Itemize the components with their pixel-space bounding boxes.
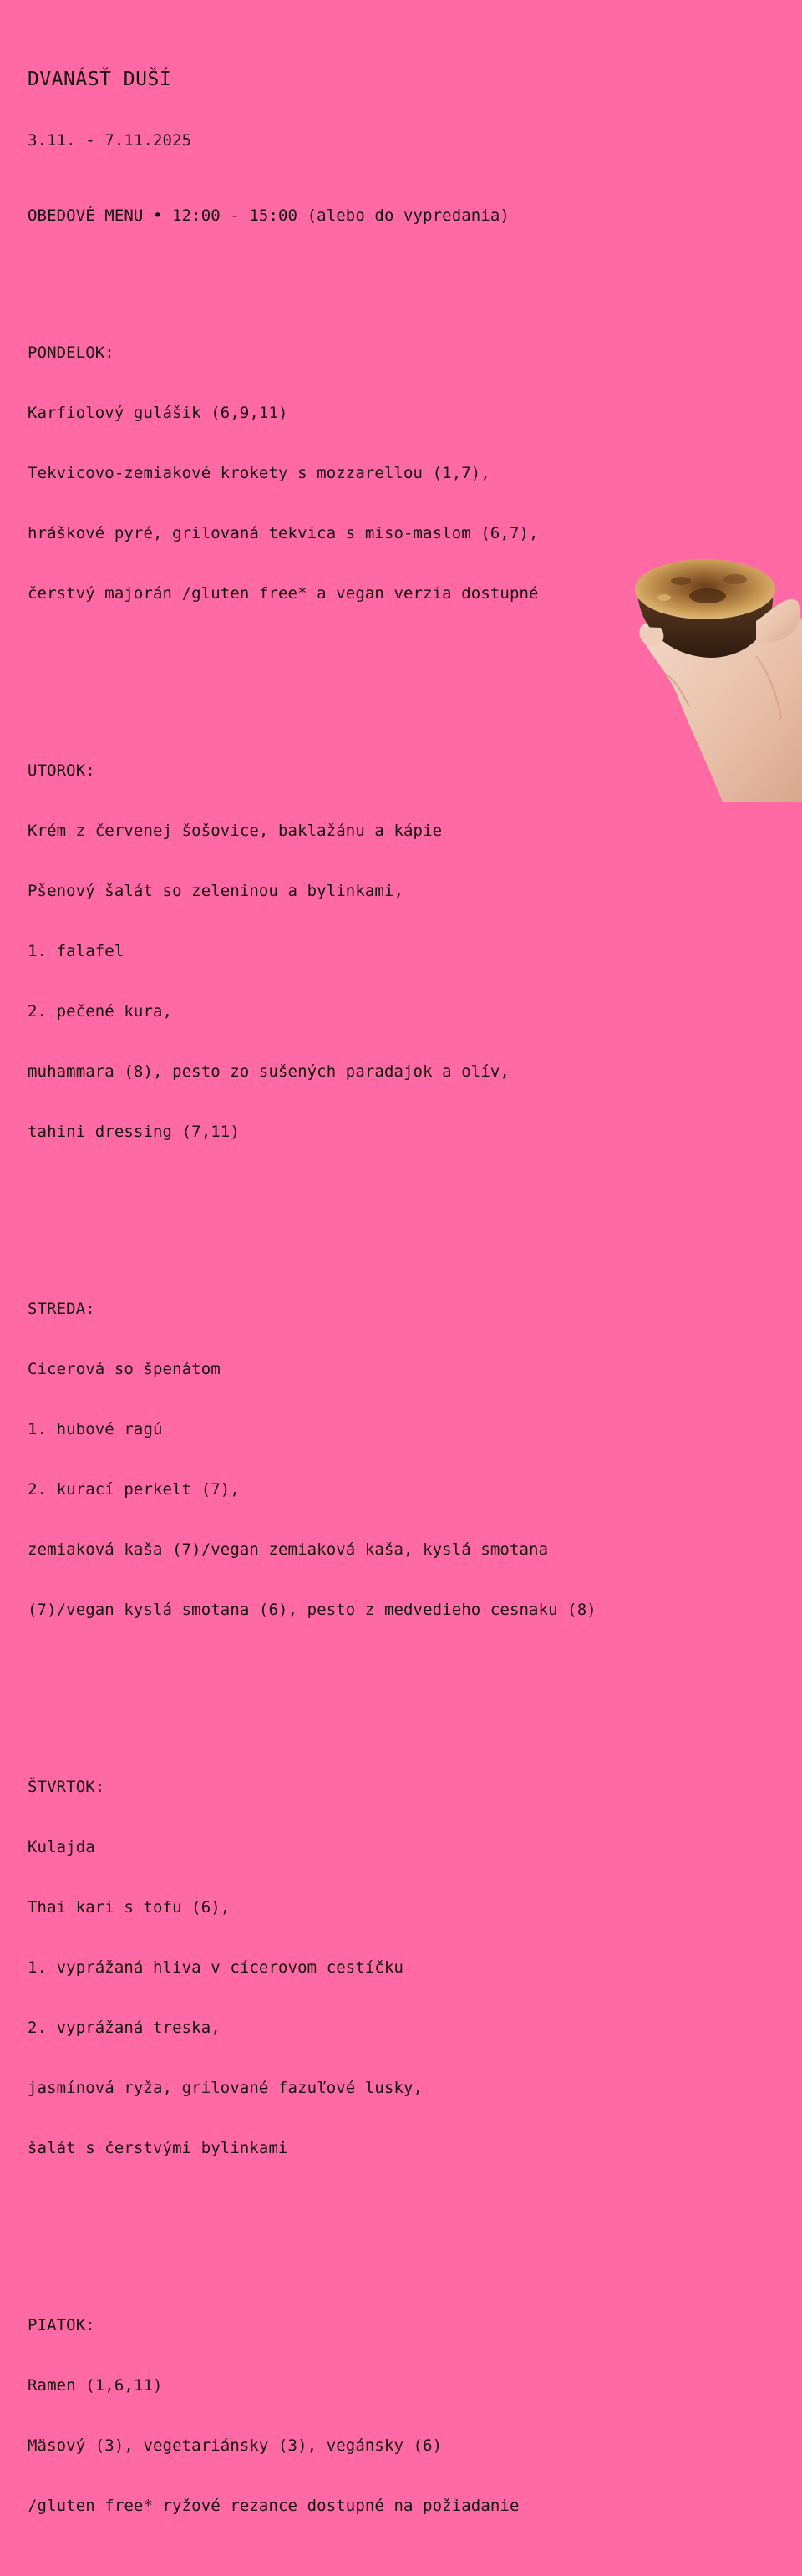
hand-holding-tart-icon	[631, 547, 802, 802]
menu-line: Tekvicovo-zemiakové krokety s mozzarellou (1,7),	[28, 464, 490, 482]
day-name: STREDA:	[28, 1300, 95, 1318]
menu-line: /gluten free* ryžové rezance dostupné na požiadanie	[28, 2497, 520, 2515]
day-thursday	[28, 1737, 596, 2198]
menu-line: Karfiolový gulášik (6,9,11)	[28, 404, 288, 422]
menu-line: Krém z červenej šošovice, baklažánu a kápie	[28, 822, 443, 840]
menu-line: zemiaková kaša (7)/vegan zemiaková kaša, kyslá smotana	[28, 1540, 549, 1559]
day-monday	[28, 303, 596, 644]
lunch-menu	[28, 28, 596, 2576]
menu-line: 1. falafel	[28, 942, 124, 960]
menu-line: šalát s čerstvými bylinkami	[28, 2139, 288, 2157]
menu-line: Pšenový šalát so zeleninou a bylinkami,	[28, 882, 404, 900]
menu-line: Thai kari s tofu (6),	[28, 1898, 231, 1917]
menu-line: 1. hubové ragú	[28, 1420, 163, 1438]
menu-line: Ramen (1,6,11)	[28, 2376, 163, 2395]
day-name: PONDELOK:	[28, 344, 114, 362]
menu-line: tahini dressing (7,11)	[28, 1123, 240, 1141]
menu-line: (7)/vegan kyslá smotana (6), pesto z medvedieho cesnaku (8)	[28, 1601, 596, 1619]
menu-dates: 3.11. - 7.11.2025	[28, 131, 192, 150]
menu-line: hráškové pyré, grilovaná tekvica s miso-maslom (6,7),	[28, 524, 539, 542]
day-name: PIATOK:	[28, 2316, 95, 2334]
day-name: UTOROK:	[28, 761, 95, 780]
menu-line: čerstvý majorán /gluten free* a vegan verzia dostupné	[28, 584, 539, 603]
day-tuesday	[28, 720, 596, 1182]
menu-line: 2. kurací perkelt (7),	[28, 1480, 240, 1499]
menu-line: muhammara (8), pesto zo sušených paradajok a olív,	[28, 1062, 510, 1081]
menu-line: Mäsový (3), vegetariánsky (3), vegánsky (6)	[28, 2436, 443, 2455]
menu-line: 2. vyprážaná treska,	[28, 2019, 221, 2037]
menu-line: 1. vyprážaná hliva v cícerovom cestíčku	[28, 1958, 404, 1977]
menu-line: Kulajda	[28, 1838, 95, 1856]
day-name: ŠTVRTOK:	[28, 1778, 105, 1796]
menu-line: Cícerová so špenátom	[28, 1360, 221, 1378]
menu-line: 2. pečené kura,	[28, 1002, 173, 1021]
restaurant-title: DVANÁSŤ DUŠÍ	[28, 69, 172, 90]
day-wednesday	[28, 1259, 596, 1660]
day-friday	[28, 2275, 596, 2556]
menu-line: jasmínová ryža, grilované fazuľové lusky,	[28, 2079, 424, 2097]
menu-hours: OBEDOVÉ MENU • 12:00 - 15:00 (alebo do vypredania)	[28, 206, 510, 225]
